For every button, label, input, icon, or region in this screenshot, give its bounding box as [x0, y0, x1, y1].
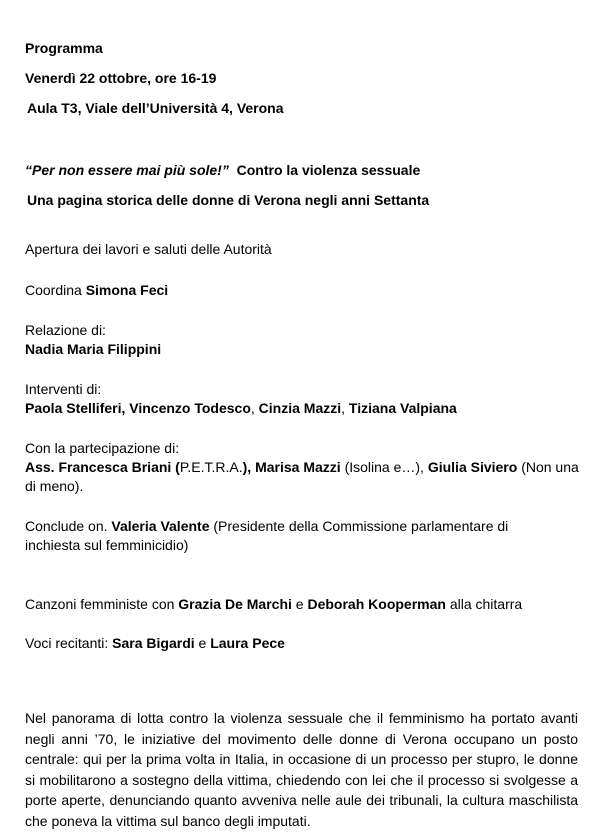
participant-note: P.E.T.R.A.	[179, 459, 243, 475]
partecipazione-label: Con la partecipazione di:	[25, 440, 180, 456]
partecipazione-line-1	[25, 458, 579, 476]
participant-name: Giulia Siviero	[427, 459, 518, 475]
voci-label: Voci recitanti:	[25, 635, 113, 651]
conclude-line-2: inchiesta sul femminicidio)	[25, 537, 189, 553]
doc-heading: Programma	[25, 40, 103, 56]
participant-note: (Isolina e…),	[340, 459, 428, 475]
canzoni-suffix: alla chitarra	[445, 596, 523, 612]
conjunction: e	[291, 596, 308, 612]
reader-name: Laura Pece	[210, 635, 285, 651]
separator: ,	[250, 400, 259, 416]
canzoni-label: Canzoni femministe con	[25, 596, 179, 612]
participant-name: Marisa Mazzi	[251, 459, 341, 475]
event-title-quote: “Per non essere mai più sole!”	[25, 162, 229, 178]
event-location: Aula T3, Viale dell’Università 4, Verona	[27, 100, 284, 116]
program-opening: Apertura dei lavori e saluti delle Autorità	[25, 241, 272, 257]
body-paragraph: Nel panorama di lotta contro la violenza sessuale che il femminismo ha portato avanti negli anni ’70, le iniziative del movimento delle donne di Verona occupano un posto centrale: qui per la prima volta in Italia, in occasione di un processo per stupro, le donne si mobilitarono a sostegno della vittima, chiedendo con lei che il processo si svolgesse a porte aperte, denunciando quanto avveniva nelle aule dei tribunali, la cultura maschilista che poneva la vittima sul banco degli imputati.	[25, 710, 578, 829]
canzoni-line	[25, 595, 522, 613]
event-title	[25, 161, 420, 179]
partecipazione-line-2: di meno).	[25, 478, 84, 494]
event-date: Venerdì 22 ottobre, ore 16-19	[25, 70, 217, 86]
separator: ,	[341, 400, 349, 416]
voci-line	[25, 634, 285, 652]
conclude-line-1	[25, 517, 508, 535]
coordinator-name: Simona Feci	[85, 282, 169, 298]
program-coordinator	[25, 281, 168, 299]
relazione-label: Relazione di:	[25, 322, 106, 338]
participant-name: Ass. Francesca Briani (	[25, 459, 180, 475]
performer-name: Deborah Kooperman	[307, 596, 446, 612]
conjunction: e	[194, 635, 211, 651]
punctuation: ),	[242, 459, 252, 475]
coordinator-label: Coordina	[25, 282, 86, 298]
conclude-name: Valeria Valente	[111, 518, 210, 534]
interventi-name: Cinzia Mazzi	[258, 400, 342, 416]
interventi-name: Paola Stelliferi, Vincenzo Todesco	[25, 400, 251, 416]
performer-name: Grazia De Marchi	[178, 596, 292, 612]
event-subtitle: Una pagina storica delle donne di Verona negli anni Settanta	[27, 192, 430, 208]
conclude-label: Conclude on.	[25, 518, 112, 534]
participant-note: (Non una	[517, 459, 579, 475]
conclude-role: (Presidente della Commissione parlamentare di	[209, 518, 509, 534]
relazione-name: Nadia Maria Filippini	[25, 341, 162, 357]
interventi-label: Interventi di:	[25, 381, 102, 397]
reader-name: Sara Bigardi	[112, 635, 195, 651]
interventi-name: Tiziana Valpiana	[348, 400, 457, 416]
interventi-names	[25, 399, 457, 417]
event-title-rest: Contro la violenza sessuale	[236, 162, 421, 178]
